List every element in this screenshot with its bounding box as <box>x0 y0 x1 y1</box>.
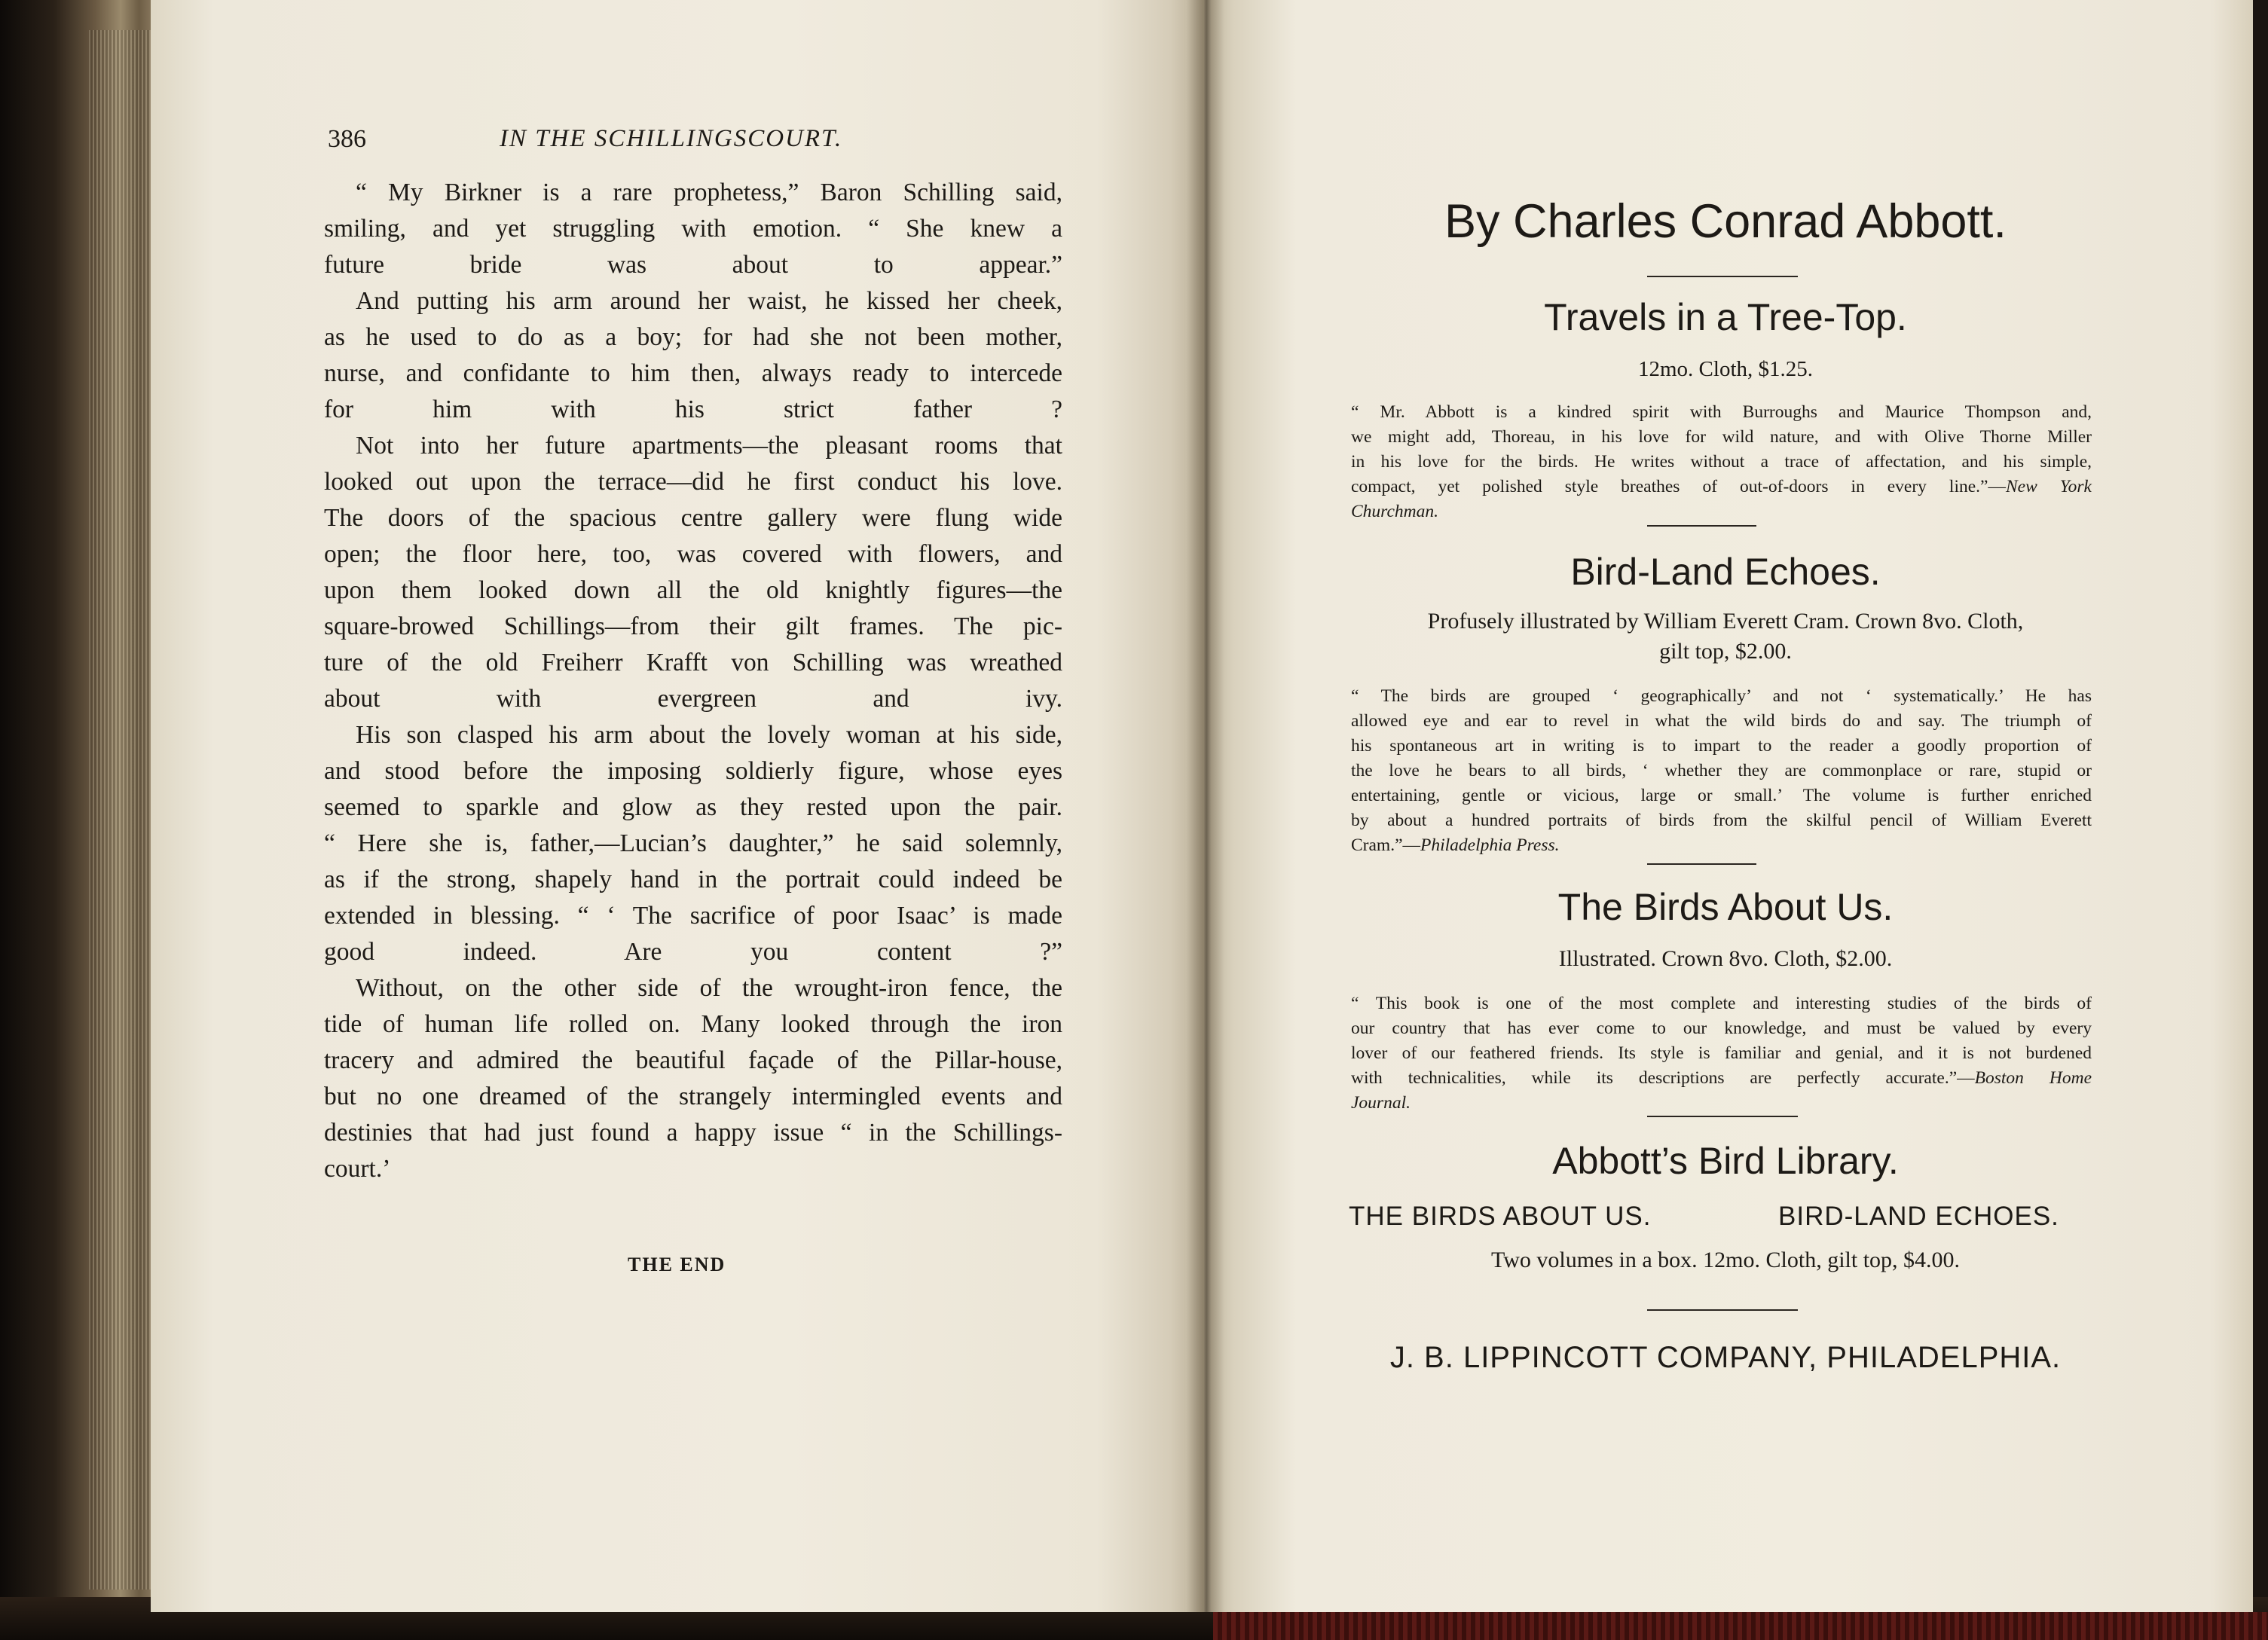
text-line: but no one dreamed of the strangely intermingled events and <box>324 1083 1062 1110</box>
review-line <box>1351 475 2092 499</box>
text-line: as if the strong, shapely hand in the portrait could indeed be <box>324 866 1062 893</box>
review-source: Journal. <box>1351 1093 1411 1113</box>
text-line: tide of human life rolled on. Many looked through the iron <box>324 1010 1062 1038</box>
review-line <box>1351 1091 2092 1116</box>
text-line: destinies that had just found a happy issue “ in the Schillings- <box>324 1119 1062 1147</box>
publisher: J. B. LIPPINCOTT COMPANY, PHILADELPHIA. <box>1389 1341 2062 1374</box>
library-title: Abbott’s Bird Library. <box>1552 1140 1899 1182</box>
text-line: future bride was about to appear.” <box>324 251 1062 279</box>
review-line: “ This book is one of the most complete and interesting studies of the birds of <box>1351 994 2092 1013</box>
library-volume: THE BIRDS ABOUT US. <box>1349 1202 1652 1231</box>
book-title: Travels in a Tree-Top. <box>1544 296 1907 338</box>
book-details: 12mo. Cloth, $1.25. <box>1637 357 1813 381</box>
book-details: gilt top, $2.00. <box>1659 639 1792 664</box>
divider <box>1647 1116 1798 1117</box>
review-line: “ Mr. Abbott is a kindred spirit with Burroughs and Maurice Thompson and, <box>1351 402 2092 422</box>
text-line: open; the floor here, too, was covered with flowers, and <box>324 540 1062 568</box>
text-line: nurse, and confidante to him then, always ready to intercede <box>324 359 1062 387</box>
text-line: about with evergreen and ivy. <box>324 685 1062 713</box>
review-line: his spontaneous art in writing is to impart to the reader a goodly proportion of <box>1351 736 2092 756</box>
book-gutter <box>1187 0 1224 1612</box>
book-review <box>1351 991 2092 1116</box>
book-details: Profusely illustrated by William Everett Cram. Crown 8vo. Cloth, <box>1427 609 2024 634</box>
review-line: entertaining, gentle or vicious, large or small.’ The volume is further enriched <box>1351 786 2092 805</box>
chapter-text <box>324 175 1062 1187</box>
text-line: seemed to sparkle and glow as they rested upon the pair. <box>324 793 1062 821</box>
text-line: “ Here she is, father,—Lucian’s daughter,” he said solemnly, <box>324 829 1062 857</box>
paragraph <box>324 283 1062 428</box>
text-line: upon them looked down all the old knightly figures—the <box>324 576 1062 604</box>
paragraph <box>324 970 1062 1187</box>
divider <box>1647 525 1756 527</box>
review-text: Cram.”— <box>1351 835 1421 855</box>
running-head: IN THE SCHILLINGSCOURT. <box>500 125 843 152</box>
text-line: The doors of the spacious centre gallery were flung wide <box>324 504 1062 532</box>
text-line: and stood before the imposing soldierly figure, whose eyes <box>324 757 1062 785</box>
text-line: smiling, and yet struggling with emotion. “ She knew a <box>324 215 1062 243</box>
review-text: compact, yet polished style breathes of out-of-doors in every line.”— <box>1351 477 2006 496</box>
page-edges <box>89 30 154 1590</box>
review-line: lover of our feathered friends. Its style is familiar and genial, and it is not burdened <box>1351 1043 2092 1063</box>
divider <box>1647 863 1756 865</box>
review-line: the love he bears to all birds, ‘ whether they are commonplace or rare, stupid or <box>1351 761 2092 780</box>
paragraph <box>324 717 1062 970</box>
review-line: allowed eye and ear to revel in what the wild birds do and say. The triumph of <box>1351 711 2092 731</box>
text-line: And putting his arm around her waist, he kissed her cheek, <box>356 287 1062 315</box>
paragraph <box>324 175 1062 283</box>
text-line: Without, on the other side of the wrought-iron fence, the <box>356 974 1062 1002</box>
page-number: 386 <box>328 125 366 153</box>
review-line <box>1351 499 2092 524</box>
text-line: square-browed Schillings—from their gilt frames. The pic- <box>324 612 1062 640</box>
text-line: for him with his strict father ? <box>324 395 1062 423</box>
library-volume: BIRD-LAND ECHOES. <box>1778 1202 2059 1231</box>
review-line: “ The birds are grouped ‘ geographically’ and not ‘ systematically.’ He has <box>1351 686 2092 706</box>
text-line: “ My Birkner is a rare prophetess,” Baron Schilling said, <box>356 179 1062 206</box>
text-line: looked out upon the terrace—did he first conduct his love. <box>324 468 1062 496</box>
library-details: Two volumes in a box. 12mo. Cloth, gilt top, $4.00. <box>1490 1248 1961 1272</box>
review-source: Boston Home <box>1974 1068 2092 1088</box>
book-details: Illustrated. Crown 8vo. Cloth, $2.00. <box>1558 946 1893 971</box>
text-line: as he used to do as a boy; for had she not been mother, <box>324 323 1062 351</box>
the-end: THE END <box>628 1254 726 1275</box>
advert-title: By Charles Conrad Abbott. <box>1444 195 2007 248</box>
book-title: The Birds About Us. <box>1557 886 1894 928</box>
review-line: in his love for the birds. He writes without a trace of affectation, and his simple, <box>1351 452 2092 472</box>
review-line: we might add, Thoreau, in his love for wild nature, and with Olive Thorne Miller <box>1351 427 2092 447</box>
review-source: Churchman. <box>1351 502 1438 521</box>
book-review <box>1351 684 2092 858</box>
book-title: Bird-Land Echoes. <box>1570 551 1881 593</box>
text-line: tracery and admired the beautiful façade of the Pillar-house, <box>324 1046 1062 1074</box>
review-source: New York <box>2005 477 2092 496</box>
review-line <box>1351 833 2092 858</box>
text-line: ture of the old Freiherr Krafft von Schilling was wreathed <box>324 649 1062 676</box>
review-line <box>1351 1066 2092 1091</box>
review-text: with technicalities, while its descriptions are perfectly accurate.”— <box>1351 1068 1975 1088</box>
review-line: by about a hundred portraits of birds from the skilful pencil of William Everett <box>1351 811 2092 830</box>
text-line: extended in blessing. “ ‘ The sacrifice of poor Isaac’ is made <box>324 902 1062 930</box>
paragraph <box>324 428 1062 717</box>
divider <box>1647 1309 1798 1311</box>
text-line: Not into her future apartments—the pleasant rooms that <box>356 432 1062 460</box>
text-line: court.’ <box>324 1155 391 1183</box>
cover-edge <box>1213 1612 2268 1640</box>
review-source: Philadelphia Press. <box>1420 835 1560 855</box>
text-line: His son clasped his arm about the lovely woman at his side, <box>356 721 1062 749</box>
divider <box>1647 276 1798 277</box>
text-line: good indeed. Are you content ?” <box>324 938 1062 966</box>
review-line: our country that has ever come to our knowledge, and must be valued by every <box>1351 1019 2092 1038</box>
book-review <box>1351 400 2092 524</box>
